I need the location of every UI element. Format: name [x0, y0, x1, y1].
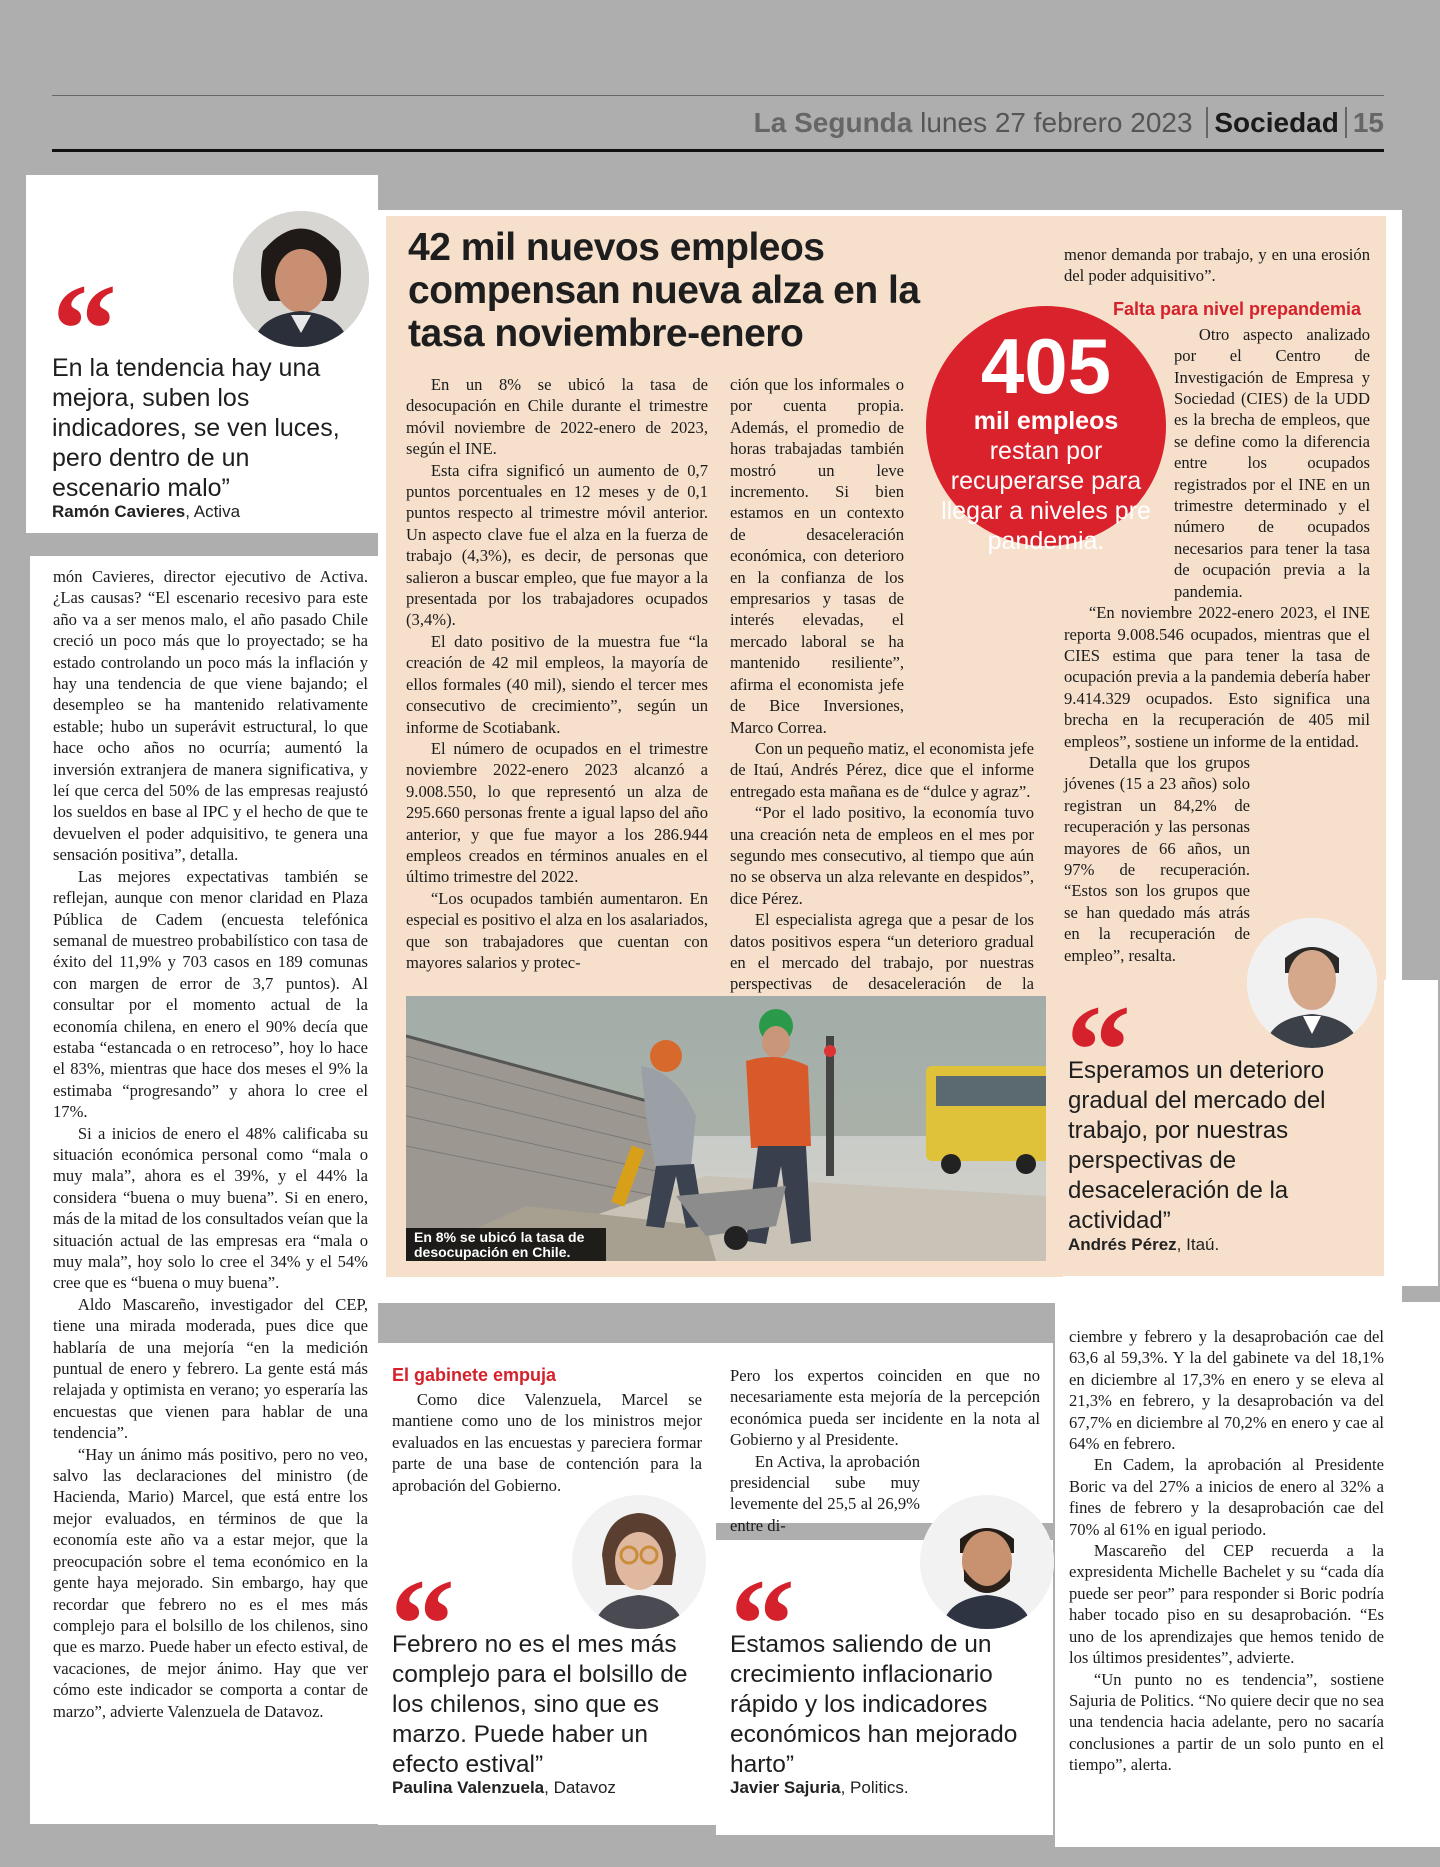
quote-mark-icon: “ — [390, 1553, 455, 1697]
avatar — [233, 211, 369, 347]
quote-author — [730, 1778, 909, 1798]
paragraph: Otro aspecto analizado por el Centro de Investigación de Empresa y Sociedad (CIES) de la UDD es la brecha de empleos, que se define como la diferencia entre los ocupados registrados por el INE en un trimestre determinado y el número de ocupados necesarios para tener la tasa de ocupación previa a la pandemia. — [1174, 324, 1370, 601]
paragraph: “Por el lado positivo, la economía tuvo una creación neta de empleos en el mes por segundo mes consecutivo, al tiempo que aún no se observa un alza relevante en despidos”, dice Pérez. — [730, 803, 1034, 908]
left-column-text — [30, 556, 378, 1722]
header-rule-thick — [52, 149, 1384, 152]
portrait-perez — [1247, 918, 1377, 1048]
photo-frame — [406, 996, 1046, 1261]
pull-quote-text: Febrero no es el mes más complejo para el bolsillo de los chilenos, sino que es marzo. Puede haber un efecto estival” — [392, 1631, 688, 1778]
stat-badge — [926, 306, 1166, 555]
paragraph: El dato positivo de la muestra fue “la creación de 42 mil empleos, la mayoría de ellos formales (40 mil), siendo el tercer mes consecutivo de crecimiento”, según un informe de Scotiabank. — [406, 631, 708, 737]
pull-quote-text: En la tendencia hay una mejora, suben los indicadores, se ven luces, pero dentro de un escenario malo” — [52, 354, 340, 502]
portrait-sajuria — [920, 1495, 1054, 1629]
paragraph: Esta cifra significó un aumento de 0,7 puntos porcentuales en 12 meses y de 0,1 puntos respecto al trimestre móvil anterior. Un aspecto clave fue el alza en la fuerza de trabajo (4,3%), es decir, de personas que salieron a buscar empleo, que fue mayor a la presentada por los trabajadores ocupados (3,4%). — [406, 460, 708, 630]
paper-name: La Segunda — [753, 107, 913, 138]
masthead — [52, 100, 1384, 146]
portrait-cavieres — [233, 211, 369, 347]
paragraph: Detalla que los grupos jóvenes (15 a 23 años) solo registran un 84,2% de recuperación y las personas mayores de 66 años, un 97% de recuperación. “Estos son los grupos que se han quedado más atrás en la recuperación de empleo”, resalta. — [1064, 752, 1250, 965]
subhead-gabinete: El gabinete empuja — [392, 1365, 557, 1385]
pull-quote-text: Estamos saliendo de un crecimiento inflacionario rápido y los indicadores económicos han mejorado harto” — [730, 1631, 1018, 1778]
paragraph: El número de ocupados en el trimestre noviembre 2022-enero 2023 alcanzó a 9.008.550, lo que representó un alza de 295.660 personas frente a igual lapso del año anterior, y que fue mayor a los 286.944 empleos creados en términos anuales en el último trimestre del 2022. — [406, 738, 708, 887]
author-name: Paulina Valenzuela — [392, 1778, 545, 1797]
paragraph: ción que los informales o por cuenta propia. Además, el promedio de horas trabajadas también mostró un leve incremento. Si bien estamos en un contexto de desaceleración económica, con deterioro en la confianza de los empresarios y tasas de interés elevadas, el mercado laboral se ha mantenido resiliente”, afirma el economista jefe de Bice Inversiones, Marco Correa. — [730, 375, 904, 737]
paragraph: Como dice Valenzuela, Marcel se mantiene como uno de los ministros mejor evaluados en las encuestas y pareciera formar parte de una base de contención para la aprobación del Gobierno. — [392, 1390, 702, 1495]
quote-panel-cavieres — [26, 175, 378, 533]
photo-caption: En 8% se ubicó la tasa de desocupación en Chile. — [414, 1229, 585, 1260]
headline: 42 mil nuevos empleos compensan nueva alza en la tasa noviembre-enero — [408, 226, 920, 355]
avatar-sajuria — [920, 1495, 1054, 1629]
header-rule — [52, 95, 1384, 96]
portrait-valenzuela — [572, 1495, 706, 1629]
paragraph: En un 8% se ubicó la tasa de desocupación en Chile durante el trimestre móvil noviembre de 2022-enero de 2023, según el INE. — [406, 375, 708, 459]
article-col-1 — [406, 374, 708, 973]
paragraph: menor demanda por trabajo, y en una erosión del poder adquisitivo”. — [1064, 245, 1370, 286]
paragraph: El especialista agrega que a pesar de los datos positivos espera “un deterioro gradual en el mercado del trabajo, por nuestras perspectivas de desaceleración de la — [730, 910, 1034, 994]
author-org: , Politics. — [840, 1778, 909, 1797]
stat-number: 405 — [980, 322, 1112, 410]
right-column-text — [1055, 1302, 1440, 1776]
avatar-valenzuela — [572, 1495, 706, 1629]
paragraph: “Un punto no es tendencia”, sostiene Sajuria de Politics. “No quiere decir que no sea una tendencia hacia adelante, pero no sacaría conclusiones a partir de un solo punto en el tiempo”, alerta. — [1069, 1669, 1384, 1775]
paragraph: “Los ocupados también aumentaron. En especial es positivo el alza en los asalariados, que son trabajadores que cuentan con mayores salarios y protec- — [406, 888, 708, 972]
stat-text: restan por recuperarse para llegar a niveles pre pandemia. — [941, 437, 1151, 555]
author-name: Ramón Cavieres — [52, 502, 186, 521]
quote-author — [392, 1778, 616, 1798]
author-name: Javier Sajuria — [730, 1778, 841, 1797]
paragraph: Con un pequeño matiz, el economista jefe de Itaú, Andrés Pérez, dice que el informe entregado esta mañana es de “dulce y agraz”. — [730, 738, 1034, 801]
author-org: , Datavoz — [544, 1778, 616, 1797]
quote-mark-icon: “ — [1066, 979, 1131, 1123]
gabinete-panel — [378, 1343, 1053, 1535]
paragraph: Aldo Mascareño, investigador del CEP, tiene una mirada moderada, pues dice que hablaría de una mejoría “en la medición puntual de enero y febrero. La gente está más relajada y optimista en verano; yo esperaría las encuestas que vienen para hablar de una tendencia”. — [53, 1294, 368, 1443]
stat-bold: mil empleos — [973, 407, 1119, 435]
author-org: , Activa — [185, 502, 241, 521]
left-column-panel — [30, 556, 378, 1824]
author-org: , Itaú. — [1176, 1235, 1220, 1254]
avatar-perez — [1247, 918, 1377, 1048]
paragraph: En Cadem, la aprobación al Presidente Boric va del 27% a inicios de enero al 32% a fines de febrero y la desaprobación cae del 70% al 61% en igual periodo. — [1069, 1455, 1384, 1539]
page-number: 15 — [1345, 107, 1384, 138]
paragraph: Las mejores expectativas también se reflejan, aunque con menor claridad en Plaza Pública de Cadem (encuesta telefónica semanal de muestreo probabilístico con tasa de éxito del 11,9% y 703 casos en 189 comunas con margen de error de 3,7 puntos). Al consultar por el momento actual de la economía chilena, en enero el 90% decía que estaba “estancada o en retroceso”, hoy lo hace el 83%, mientras que hace dos meses el 9% la estimaba “progresando” y ahora lo cree el 17%. — [53, 866, 368, 1122]
quote-author — [52, 502, 240, 522]
pull-quote-text: Esperamos un deterioro gradual del mercado del trabajo, por nuestras perspectivas de desaceleración de la actividad” — [1068, 1057, 1326, 1234]
issue-date: lunes 27 febrero 2023 — [920, 107, 1193, 138]
paragraph: Si a inicios de enero el 48% calificaba su situación económica personal como “mala o muy mala”, ahora es el 39%, y el 44% la considera “buena o muy buena”. Si en enero, más de la mitad de los consultados veían que la situación actual de las empresas era “mala o muy mala”, hoy solo lo cree el 34% y el 54% cree que es “buena o muy buena”. — [53, 1123, 368, 1293]
paragraph: En Activa, la aprobación presidencial sube muy levemente del 25,5 al 26,9% entre di- — [730, 1451, 920, 1535]
paragraph: “Hay un ánimo más positivo, pero no veo, salvo las declaraciones del ministro (de Hacienda, Mario) Marcel, que está entre los mejor evaluados, en términos de que la economía este año va a estar mejor, que la preocupación sobre el tema económico en la gente haya mejorado. Sin embargo, hay que recordar que febrero no es el mes más complejo para el bolsillo de los chilenos, sino que es marzo. Puede haber un efecto estival, de vacaciones, de mejor ánimo. Hay que ver cómo este indicador se comporta a contar de marzo”, advierte Valenzuela de Datavoz. — [53, 1444, 368, 1721]
quote-author — [1068, 1235, 1219, 1255]
quote-mark-icon: “ — [52, 258, 117, 402]
paragraph: “En noviembre 2022-enero 2023, el INE reporta 9.008.546 ocupados, mientras que el CIES estima que para tener la tasa de ocupación previa a la pandemia debería haber 9.414.329 ocupados. Esto significa una brecha en la recuperación de 405 mil empleos”, sostiene un informe de la entidad. — [1064, 603, 1370, 751]
subhead-prepandemia: Falta para nivel prepandemia — [1112, 298, 1362, 319]
paragraph: ciembre y febrero y la desaprobación cae del 63,6 al 59,3%. Y la del gabinete va del 18,1% en diciembre al 17,3% en enero y se eleva al 21,3% en febrero, y la desaprobación va del 67,7% en diciembre al 70,2% en enero y cae al 64% en febrero. — [1069, 1327, 1384, 1454]
section-name: Sociedad — [1206, 107, 1338, 138]
right-column-panel — [1055, 1302, 1440, 1847]
gabinete-col-1 — [392, 1389, 702, 1496]
paragraph: Pero los expertos coinciden en que no necesariamente esta mejoría de la percepción económica pueda ser incidente en la nota al Gobierno y al Presidente. — [730, 1366, 1040, 1450]
construction-workers-photo — [406, 996, 1046, 1261]
quote-mark-icon: “ — [730, 1553, 795, 1697]
paragraph: món Cavieres, director ejecutivo de Activa. ¿Las causas? “El escenario recesivo para este año va a ser menos malo, el año pasado Chile creció un poco más que lo proyectado; se ha estado controlando un poco más la inflación y hay una tendencia de que viene bajando; el desempleo se ha mantenido relativamente estable; hubo un superávit estructural, lo que hace ocho años no ocurría; aumentó la inversión extranjera de manera significativa, y leí que cerca del 50% de las empresas reajustó los sueldos en base al IPC y el hecho de que te devuelven el poder adquisitivo, te genera una sensación positiva”, detalla. — [53, 567, 368, 865]
paragraph: Mascareño del CEP recuerda a la expresidenta Michelle Bachelet y su “cada día puede ser peor” para responder si Boric podría haber tocado piso en su desaprobación. “Es uno de los aprendizajes que hemos tenido de los últimos presidentes”, advierte. — [1069, 1541, 1384, 1668]
author-name: Andrés Pérez — [1068, 1235, 1177, 1254]
